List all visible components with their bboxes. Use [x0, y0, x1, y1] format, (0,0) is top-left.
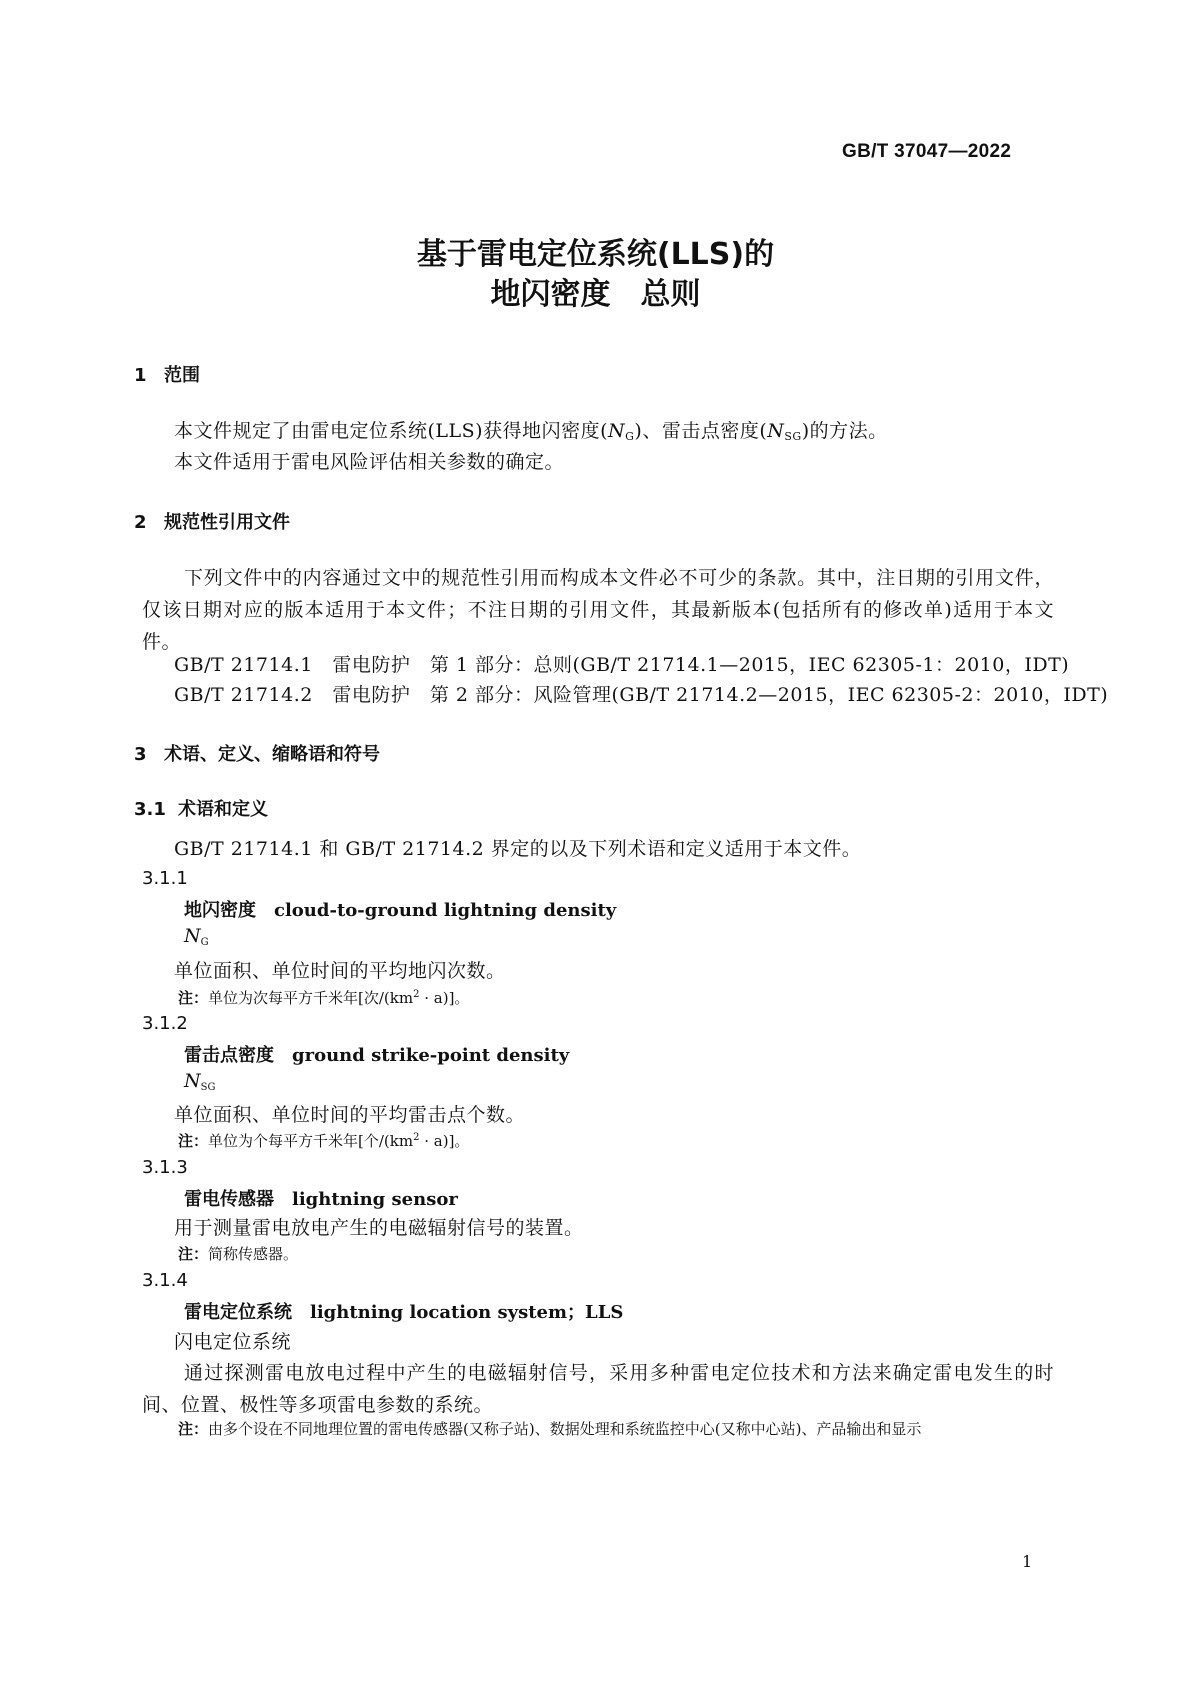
symbol-subscript: G — [625, 430, 635, 443]
term-note — [178, 1418, 921, 1439]
note-superscript: 2 — [413, 989, 420, 1000]
term-chinese: 雷电传感器 — [184, 1189, 274, 1210]
text-run: )的方法。 — [801, 420, 888, 442]
note-text: · a)]。 — [419, 989, 470, 1007]
standard-code: GB/T 37047—2022 — [842, 141, 1012, 162]
note-text: 单位为个每平方千米年[个/(km — [208, 1132, 414, 1150]
symbol-subscript: SG — [200, 1082, 216, 1093]
term-number: 3.1.2 — [142, 1013, 188, 1034]
term-heading — [184, 1298, 623, 1324]
section-title: 规范性引用文件 — [164, 512, 290, 533]
note-text: · a)]。 — [419, 1132, 470, 1150]
term-note — [178, 1243, 298, 1264]
term-english: ground strike-point density — [292, 1045, 570, 1066]
term-note — [178, 987, 469, 1008]
term-english: cloud-to-ground lightning density — [274, 900, 617, 921]
term-definition: 用于测量雷电放电产生的电磁辐射信号的装置。 — [174, 1217, 584, 1239]
term-definition: 单位面积、单位时间的平均雷击点个数。 — [174, 1104, 526, 1126]
normative-reference-2: GB/T 21714.2 雷电防护 第 2 部分：风险管理(GB/T 21714.2—2015，IEC 62305-2：2010，IDT) — [174, 684, 1109, 706]
term-number: 3.1.1 — [142, 868, 188, 889]
term-chinese: 雷电定位系统 — [184, 1302, 292, 1323]
normative-reference-1: GB/T 21714.1 雷电防护 第 1 部分：总则(GB/T 21714.1—2015，IEC 62305-1：2010，IDT) — [174, 654, 1070, 676]
symbol-subscript: SG — [784, 430, 802, 443]
section-title: 术语、定义、缩略语和符号 — [164, 744, 380, 765]
section-2-paragraph: 下列文件中的内容通过文中的规范性引用而构成本文件必不可少的条款。其中，注日期的引用文件，仅该日期对应的版本适用于本文件；不注日期的引用文件，其最新版本(包括所有的修改单)适用于本文件。 — [142, 567, 1054, 653]
term-symbol — [184, 925, 209, 948]
note-label: 注： — [178, 1132, 209, 1150]
term-chinese: 雷击点密度 — [184, 1045, 274, 1066]
note-label: 注： — [178, 1420, 209, 1438]
section-3-heading — [134, 740, 380, 766]
term-english: lightning location system；LLS — [310, 1302, 624, 1323]
section-number: 3 — [134, 744, 147, 765]
symbol-letter: N — [184, 1070, 201, 1092]
symbol: N — [767, 420, 785, 442]
page-number: 1 — [1022, 1552, 1033, 1571]
term-number: 3.1.3 — [142, 1157, 188, 1178]
subsection-3-1-heading — [134, 795, 268, 821]
term-note — [178, 1130, 469, 1151]
section-number: 2 — [134, 512, 147, 533]
subsection-number: 3.1 — [134, 799, 166, 820]
term-heading — [184, 1185, 458, 1211]
subsection-title: 术语和定义 — [178, 799, 268, 820]
term-alternative-name: 闪电定位系统 — [174, 1331, 292, 1353]
note-text: 简称传感器。 — [208, 1245, 299, 1263]
document-title-line1: 基于雷电定位系统(LLS)的 — [416, 237, 775, 272]
section-2-heading — [134, 508, 290, 534]
document-title-line2: 地闪密度 总则 — [490, 277, 701, 312]
section-title: 范围 — [164, 365, 200, 386]
note-text: 单位为次每平方千米年[次/(km — [208, 989, 414, 1007]
symbol-letter: N — [184, 925, 201, 947]
note-text: 由多个设在不同地理位置的雷电传感器(又称子站)、数据处理和系统监控中心(又称中心站)、产品输出和显示 — [208, 1420, 922, 1438]
term-definition: 单位面积、单位时间的平均地闪次数。 — [174, 960, 506, 982]
text-run: 本文件规定了由雷电定位系统(LLS)获得地闪密度( — [174, 420, 608, 442]
term-definition: 通过探测雷电放电过程中产生的电磁辐射信号，采用多种雷电定位技术和方法来确定雷电发生的时间、位置、极性等多项雷电参数的系统。 — [142, 1362, 1054, 1416]
term-chinese: 地闪密度 — [184, 900, 256, 921]
subsection-3-1-paragraph: GB/T 21714.1 和 GB/T 21714.2 界定的以及下列术语和定义适用于本文件。 — [174, 838, 862, 860]
symbol-subscript: G — [200, 937, 209, 948]
section-1-heading — [134, 361, 200, 387]
text-run: )、雷击点密度( — [634, 420, 768, 442]
term-heading — [184, 896, 616, 922]
term-heading — [184, 1041, 569, 1067]
section-1-paragraph-2: 本文件适用于雷电风险评估相关参数的确定。 — [174, 451, 565, 473]
note-label: 注： — [178, 989, 209, 1007]
symbol: N — [608, 420, 626, 442]
section-number: 1 — [134, 365, 147, 386]
term-english: lightning sensor — [292, 1189, 458, 1210]
term-number: 3.1.4 — [142, 1270, 188, 1291]
note-label: 注： — [178, 1245, 209, 1263]
term-symbol — [184, 1070, 215, 1093]
note-superscript: 2 — [413, 1132, 420, 1143]
